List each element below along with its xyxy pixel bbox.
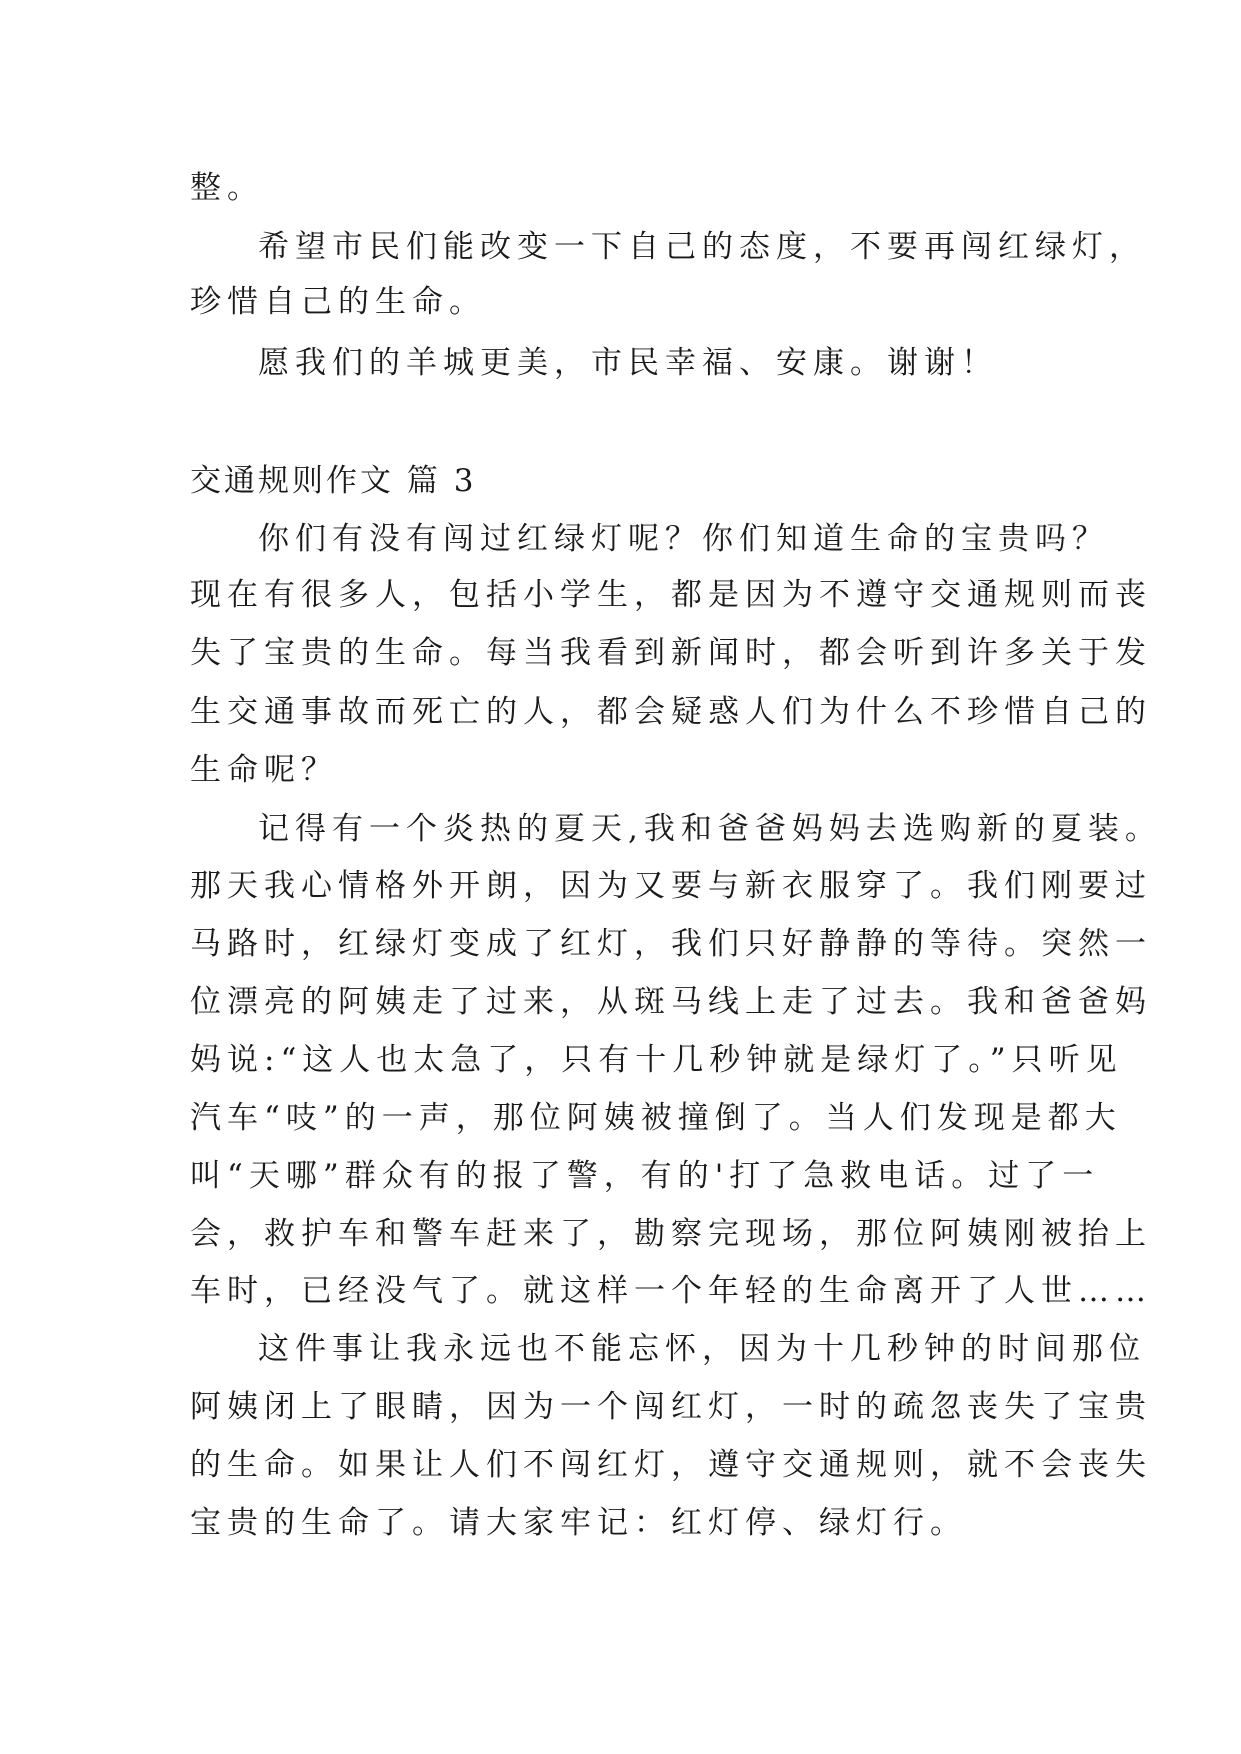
text-line: 你们有没有闯过红绿灯呢？你们知道生命的宝贵吗？ xyxy=(258,521,1109,557)
text-line: 那天我心情格外开朗，因为又要与新衣服穿了。我们刚要过 xyxy=(190,868,1152,904)
text-line: 会，救护车和警车赶来了，勘察完现场，那位阿姨刚被抬上 xyxy=(190,1216,1152,1252)
text-line: 失了宝贵的生命。每当我看到新闻时，都会听到许多关于发 xyxy=(190,635,1152,671)
text-line: 愿我们的羊城更美，市民幸福、安康。谢谢！ xyxy=(258,345,998,381)
text-line: 生交通事故而死亡的人，都会疑惑人们为什么不珍惜自己的 xyxy=(190,694,1152,730)
text-line: 叫“天哪”群众有的报了警，有的'打了急救电话。过了一 xyxy=(190,1158,1100,1194)
text-line: 整。 xyxy=(190,170,264,206)
text-line: 现在有很多人，包括小学生，都是因为不遵守交通规则而丧 xyxy=(190,577,1152,613)
text-line: 汽车“吱”的一声，那位阿姨被撞倒了。当人们发现是都大 xyxy=(190,1100,1122,1136)
text-line: 生命呢？ xyxy=(190,752,338,788)
text-line: 阿姨闭上了眼睛，因为一个闯红灯，一时的疏忽丧失了宝贵 xyxy=(190,1389,1152,1425)
text-line: 宝贵的生命了。请大家牢记：红灯停、绿灯行。 xyxy=(190,1505,967,1541)
section-heading: 交通规则作文 篇 3 xyxy=(190,463,477,499)
text-line: 位漂亮的阿姨走了过来，从斑马线上走了过去。我和爸爸妈 xyxy=(190,984,1152,1020)
text-line: 马路时，红绿灯变成了红灯，我们只好静静的等待。突然一 xyxy=(190,926,1152,962)
text-line: 珍惜自己的生命。 xyxy=(190,284,486,320)
text-line: 希望市民们能改变一下自己的态度，不要再闯红绿灯， xyxy=(258,229,1146,265)
text-line: 记得有一个炎热的夏天,我和爸爸妈妈去选购新的夏装。 xyxy=(258,811,1162,847)
text-line: 妈说:“这人也太急了，只有十几秒钟就是绿灯了。”只听见 xyxy=(190,1042,1123,1078)
text-line: 这件事让我永远也不能忘怀，因为十几秒钟的时间那位 xyxy=(258,1331,1146,1367)
text-line: 的生命。如果让人们不闯红灯，遵守交通规则，就不会丧失 xyxy=(190,1447,1152,1483)
text-line: 车时，已经没气了。就这样一个年轻的生命离开了人世…… xyxy=(190,1273,1152,1309)
